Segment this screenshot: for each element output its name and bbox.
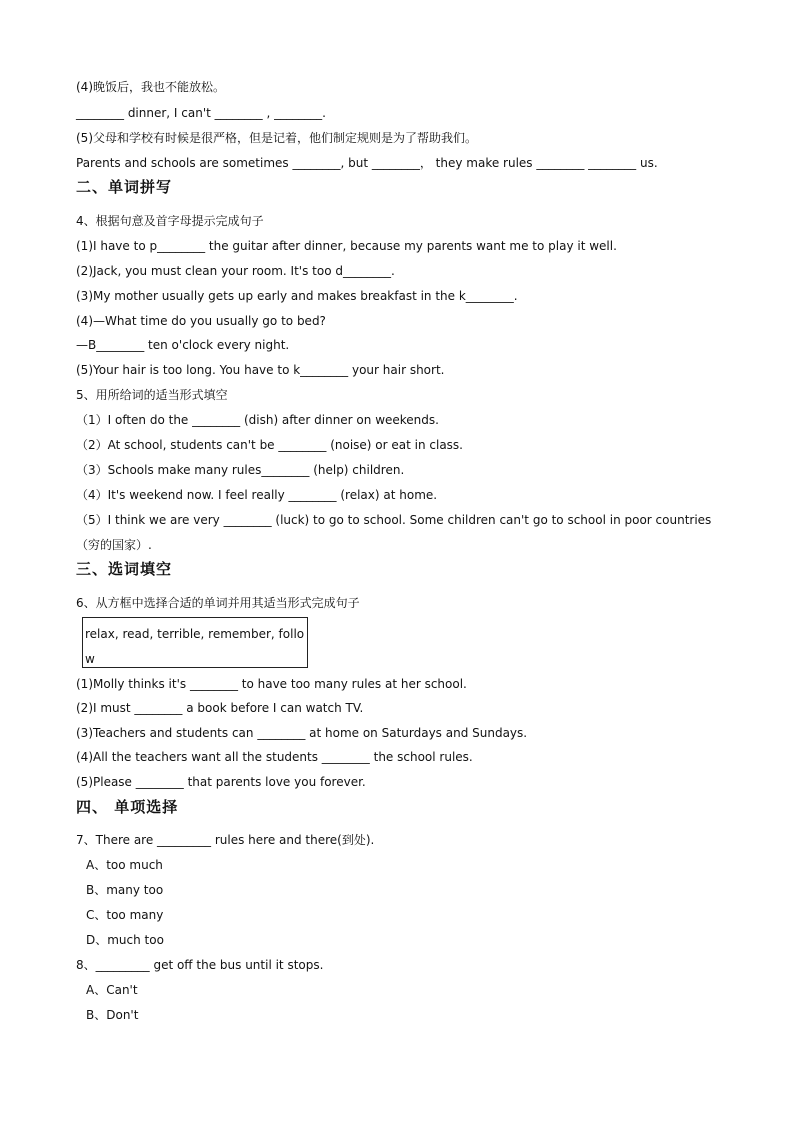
question-7-option-c: C、too many <box>86 908 164 922</box>
question-4-item-3: (3)My mother usually gets up early and makes breakfast in the k________. <box>76 289 518 303</box>
question-8-stem: 8、_________ get off the bus until it stops. <box>76 958 324 972</box>
section-heading-spelling: 二、单词拼写 <box>76 178 173 196</box>
sentence-blanks-4: ________ dinner, I can't ________ , ________. <box>76 106 326 120</box>
sentence-prompt-4: (4)晚饭后，我也不能放松。 <box>76 80 225 94</box>
question-4-item-4: (4)—What time do you usually go to bed? <box>76 314 326 328</box>
question-5-instruction: 5、用所给词的适当形式填空 <box>76 388 228 402</box>
question-4-item-1: (1)I have to p________ the guitar after dinner, because my parents want me to play it well. <box>76 239 617 253</box>
section-heading-multiple-choice: 四、 单项选择 <box>76 798 179 816</box>
question-6-item-4: (4)All the teachers want all the students ________ the school rules. <box>76 750 473 764</box>
question-4-instruction: 4、根据句意及首字母提示完成句子 <box>76 214 264 228</box>
question-8-option-b: B、Don't <box>86 1008 139 1022</box>
question-4-item-2: (2)Jack, you must clean your room. It's too d________. <box>76 264 395 278</box>
question-4-item-4-answer: —B________ ten o'clock every night. <box>76 338 290 352</box>
question-6-item-2: (2)I must ________ a book before I can watch TV. <box>76 701 364 715</box>
question-5-item-1: （1）I often do the ________ (dish) after dinner on weekends. <box>76 413 439 427</box>
question-5-item-5: （5）I think we are very ________ (luck) to go to school. Some children can't go to school in poor countries（穷的国家）. <box>76 513 712 552</box>
question-7-option-b: B、many too <box>86 883 164 897</box>
question-6-item-1: (1)Molly thinks it's ________ to have too many rules at her school. <box>76 677 467 691</box>
section-heading-word-choice: 三、选词填空 <box>76 560 173 578</box>
question-5-item-3: （3）Schools make many rules________ (help) children. <box>76 463 405 477</box>
sentence-prompt-5: (5)父母和学校有时候是很严格，但是记着，他们制定规则是为了帮助我们。 <box>76 131 478 145</box>
question-7-stem: 7、There are _________ rules here and there(到处). <box>76 833 375 847</box>
word-bank-box: relax, read, terrible, remember, follow <box>82 617 308 668</box>
question-5-item-4: （4）It's weekend now. I feel really ________ (relax) at home. <box>76 488 438 502</box>
question-7-option-d: D、much too <box>86 933 164 947</box>
question-7-option-a: A、too much <box>86 858 163 872</box>
question-6-item-5: (5)Please ________ that parents love you forever. <box>76 775 366 789</box>
question-8-option-a: A、Can't <box>86 983 138 997</box>
question-6-item-3: (3)Teachers and students can ________ at home on Saturdays and Sundays. <box>76 726 528 740</box>
question-4-item-5: (5)Your hair is too long. You have to k________ your hair short. <box>76 363 445 377</box>
question-6-instruction: 6、从方框中选择合适的单词并用其适当形式完成句子 <box>76 596 360 610</box>
question-5-item-2: （2）At school, students can't be ________ (noise) or eat in class. <box>76 438 463 452</box>
sentence-blanks-5: Parents and schools are sometimes ________, but ________， they make rules ________ ________ us. <box>76 156 658 170</box>
